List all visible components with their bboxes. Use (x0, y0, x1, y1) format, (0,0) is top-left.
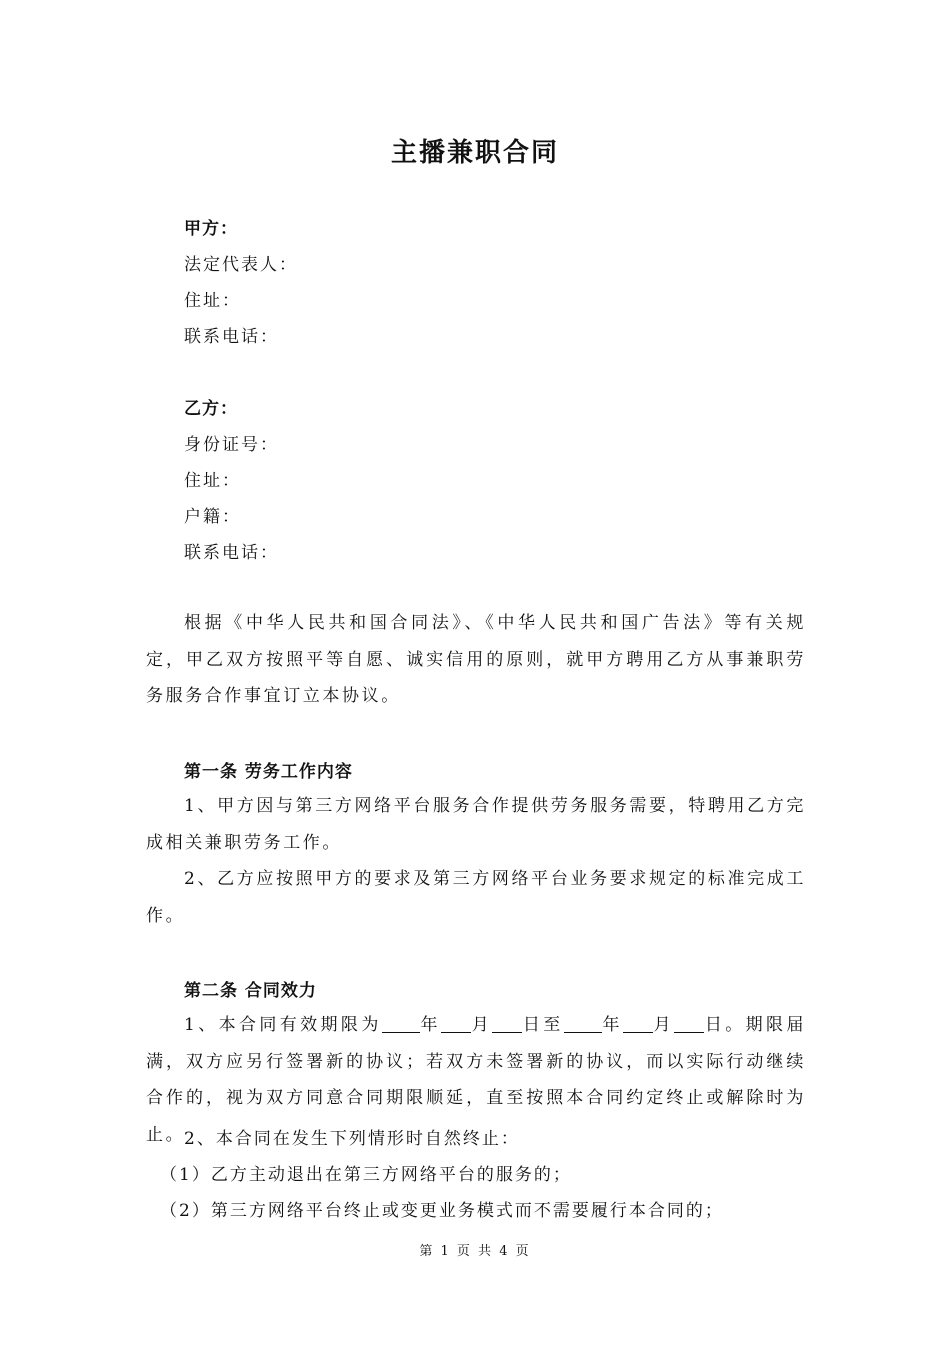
article-1-clause-1: 1、甲方因与第三方网络平台服务合作提供劳务服务需要，特聘用乙方完成相关兼职劳务工作。 (146, 796, 806, 853)
month-label: 月 (470, 1015, 493, 1035)
end-year-blank (564, 1014, 602, 1033)
clause-1-prefix: 1、本合同有效期限为 (184, 1015, 382, 1035)
clause-1-body: 日。期限届满，双方应另行签署新的协议；若双方未签署新的协议，而以实际行动继续合作的，视为双方同意合同期限顺延，直至按照本合同约定终止或解除时为止。 (146, 1015, 806, 1145)
party-a-phone: 联系电话： (184, 327, 279, 347)
day-to-label: 日至 (522, 1015, 564, 1035)
article-1-heading: 第一条 劳务工作内容 (184, 762, 353, 782)
year-label: 年 (419, 1015, 441, 1035)
article-2-heading: 第二条 合同效力 (184, 981, 317, 1001)
article-2-item-2: （2）第三方网络平台终止或变更业务模式而不需要履行本合同的； (160, 1201, 724, 1221)
year-label: 年 (601, 1015, 623, 1035)
document-title: 主播兼职合同 (390, 138, 559, 168)
party-a-legal-representative: 法定代表人： (184, 255, 298, 275)
party-b-household-registration: 户籍： (184, 507, 241, 527)
party-a-heading: 甲方： (184, 219, 238, 239)
party-a-address: 住址： (184, 291, 241, 311)
month-label: 月 (652, 1015, 675, 1035)
party-b-address: 住址： (184, 471, 241, 491)
end-day-blank (674, 1014, 704, 1033)
article-2-item-1: （1）乙方主动退出在第三方网络平台的服务的； (160, 1165, 572, 1185)
party-b-phone: 联系电话： (184, 543, 279, 563)
start-year-blank (382, 1014, 420, 1033)
start-month-blank (441, 1014, 471, 1033)
party-b-id-number: 身份证号： (184, 435, 279, 455)
article-1-clause-2: 2、乙方应按照甲方的要求及第三方网络平台业务要求规定的标准完成工作。 (146, 869, 806, 926)
end-month-blank (623, 1014, 653, 1033)
party-b-heading: 乙方： (184, 399, 238, 419)
start-day-blank (492, 1014, 522, 1033)
preamble-paragraph: 根据《中华人民共和国合同法》、《中华人民共和国广告法》等有关规定，甲乙双方按照平等自愿、诚实信用的原则，就甲方聘用乙方从事兼职劳务服务合作事宜订立本协议。 (146, 613, 806, 706)
page-number-footer: 第 1 页 共 4 页 (419, 1244, 531, 1259)
article-2-clause-2: 2、本合同在发生下列情形时自然终止： (184, 1129, 520, 1149)
